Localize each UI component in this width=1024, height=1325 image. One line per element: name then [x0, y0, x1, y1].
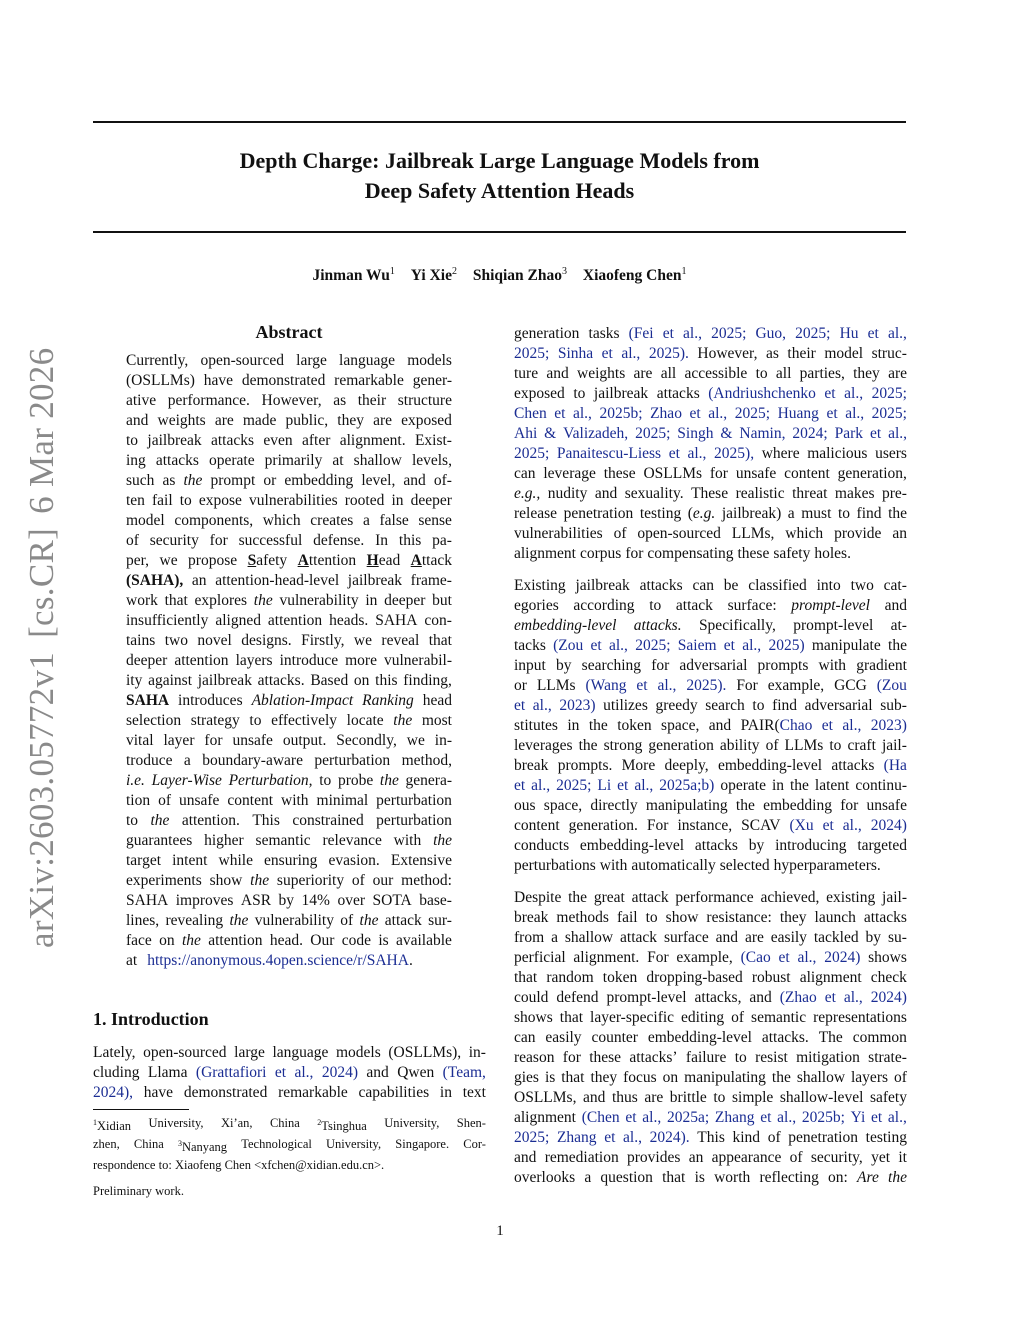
- text-line: ative performance. However, as their structure: [126, 392, 452, 409]
- code-link[interactable]: https://anonymous.4open.science/r/SAHA: [147, 952, 409, 969]
- text-line: e.g., nudity and sexuality. These realistic threat makes pre-: [514, 485, 907, 502]
- abstract-heading: Abstract: [255, 322, 323, 342]
- text-line: vital layer for unsafe output. Secondly, we in-: [126, 732, 452, 749]
- arxiv-id: arXiv:2603.05772v1: [22, 651, 61, 948]
- text-line: and weights are made public, they are exposed: [126, 412, 452, 429]
- text-line: troduce a boundary-aware perturbation method,: [126, 752, 452, 769]
- text-line: experiments show the superiority of our method:: [126, 872, 452, 889]
- text-line: break methods fail to show resistance: they launch attacks: [514, 909, 907, 926]
- text-line: stitutes in the token space, and PAIR(Chao et al., 2023): [514, 717, 907, 734]
- introduction-body: [93, 1043, 486, 1103]
- text-line: vulnerabilities of open-sourced LLMs, which provide an: [514, 525, 907, 542]
- text-line: ture and weights are all accessible to all parties, they are: [514, 365, 907, 382]
- text-line: alignment corpus for compensating these safety holes.: [514, 545, 851, 562]
- text-line: insufficiently aligned attention heads. SAHA con-: [126, 612, 452, 629]
- text-line: overlooks a question that is worth reflecting on: Are the: [514, 1169, 907, 1186]
- text-line: perturbations with automatically selected hyperparameters.: [514, 857, 881, 874]
- text-line: Existing jailbreak attacks can be classified into two cat-: [514, 577, 907, 594]
- text-line: could defend prompt-level attacks, and (Zhao et al., 2024): [514, 989, 907, 1006]
- arxiv-category: [cs.CR]: [22, 527, 61, 638]
- preliminary-note: Preliminary work.: [93, 1184, 184, 1198]
- right-column-body: [514, 324, 907, 1200]
- text-line: to jailbreak attacks even after alignment. Exist-: [126, 432, 452, 449]
- paragraph-para2: [514, 576, 907, 876]
- section-heading-introduction: 1. Introduction: [93, 1009, 209, 1029]
- text-line: guarantees higher semantic relevance with the: [126, 832, 452, 849]
- text-line: Lately, open-sourced large language models (OSLLMs), in-: [93, 1044, 486, 1061]
- text-line: Ahi & Valizadeh, 2025; Singh & Namin, 2024; Park et al.,: [514, 425, 907, 442]
- text-line: work that explores the vulnerability in deeper but: [126, 592, 452, 609]
- text-line: ous space, directly manipulating the embedding for unsafe: [514, 797, 907, 814]
- text-line: content generation. For instance, SCAV (Xu et al., 2024): [514, 817, 907, 834]
- text-line: release penetration testing (e.g. jailbreak) a must to find the: [514, 505, 907, 522]
- text-line: such as the prompt or embedding level, and of-: [126, 472, 452, 489]
- text-line: ity against jailbreak attacks. Based on this finding,: [126, 672, 452, 689]
- author-list: [93, 266, 906, 285]
- text-line: can leverage these OSLLMs for unsafe content generation,: [514, 465, 907, 482]
- text-line: 2025; Panaitescu-Liess et al., 2025), where malicious users: [514, 445, 907, 462]
- text-line: deeper attention layers introduce more vulnerabil-: [126, 652, 452, 669]
- page-number: 1: [496, 1223, 504, 1239]
- text-line: et al., 2023) utilizes greedy search to find adversarial sub-: [514, 697, 907, 714]
- text-line: per, we propose Safety Attention Head Attack: [126, 552, 452, 569]
- text-line: embedding-level attacks. Specifically, prompt-level at-: [514, 617, 907, 634]
- arxiv-date: 6 Mar 2026: [22, 347, 61, 514]
- affiliation-footnote: [93, 1114, 486, 1174]
- text-line: OSLLMs, and thus are brittle to simple shallow-level safety: [514, 1089, 907, 1106]
- title-bottom-rule: [93, 231, 906, 233]
- text-line: lines, revealing the vulnerability of the attack sur-: [126, 912, 452, 929]
- text-line: exposed to jailbreak attacks (Andriushchenko et al., 2025;: [514, 385, 907, 402]
- text-line: input by searching for adversarial prompts with gradient: [514, 657, 907, 674]
- text-line: tacks (Zou et al., 2025; Saiem et al., 2025) manipulate the: [514, 637, 907, 654]
- text-line: at https://anonymous.4open.science/r/SAHA .: [126, 952, 413, 969]
- paragraph-para3: [514, 888, 907, 1188]
- author: Yi Xie$^2$: [410, 266, 457, 285]
- text-line: generation tasks (Fei et al., 2025; Guo, 2025; Hu et al.,: [514, 325, 907, 342]
- text-line: (SAHA), an attention-head-level jailbreak frame-: [126, 572, 452, 589]
- text-line: (OSLLMs) have demonstrated remarkable gener-: [126, 372, 452, 389]
- text-line: of security for successful defense. In this pa-: [126, 532, 452, 549]
- text-line: reason for these attacks’ failure to resist mitigation strate-: [514, 1049, 907, 1066]
- text-line: cluding Llama (Grattafiori et al., 2024) and Qwen (Team,: [93, 1064, 486, 1081]
- text-line: break prompts. More deeply, embedding-level attacks (Ha: [514, 757, 907, 774]
- text-line: i.e. Layer-Wise Perturbation, to probe the genera-: [126, 772, 452, 789]
- text-line: leverages the strong generation ability of LLMs to craft jail-: [514, 737, 907, 754]
- footnote-line: zhen, China $^3$Nanyang Technological University, Singapore. Cor-: [93, 1137, 486, 1155]
- text-line: or LLMs (Wang et al., 2025). For example, GCG (Zou: [514, 677, 907, 694]
- paper-title: [93, 146, 906, 206]
- text-line: to the attention. This constrained perturbation: [126, 812, 452, 829]
- arxiv-stamp: [22, 334, 62, 948]
- abstract-body: [126, 351, 452, 971]
- title-line-2: Deep Safety Attention Heads: [364, 178, 635, 203]
- text-line: alignment (Chen et al., 2025a; Zhang et al., 2025b; Yi et al.,: [514, 1109, 907, 1126]
- text-line: target intent while ensuring evasion. Extensive: [126, 852, 452, 869]
- text-line: ten fail to expose vulnerabilities rooted in deeper: [126, 492, 452, 509]
- text-line: face on the attention head. Our code is available: [126, 932, 452, 949]
- text-line: that random token dropping-based robust alignment check: [514, 969, 907, 986]
- text-line: Currently, open-sourced large language models: [126, 352, 452, 369]
- author: Jinman Wu$^1$: [312, 266, 395, 285]
- paragraph-para1: [514, 324, 907, 564]
- text-line: Chen et al., 2025b; Zhao et al., 2025; Huang et al., 2025;: [514, 405, 907, 422]
- text-line: perficial alignment. For example, (Cao et al., 2024) shows: [514, 949, 907, 966]
- text-line: selection strategy to effectively locate the most: [126, 712, 452, 729]
- text-line: ing attacks operate primarily at shallow levels,: [126, 452, 452, 469]
- text-line: Despite the great attack performance achieved, existing jail-: [514, 889, 907, 906]
- text-line: et al., 2025; Li et al., 2025a;b) operate in the latent continu-: [514, 777, 907, 794]
- author: Xiaofeng Chen$^1$: [582, 266, 687, 285]
- text-line: SAHA improves ASR by 14% over SOTA base-: [126, 892, 452, 909]
- author: Shiqian Zhao$^3$: [472, 266, 568, 285]
- footnote-line: $^1$Xidian University, Xi’an, China $^2$Tsinghua University, Shen-: [93, 1116, 486, 1134]
- text-line: tains two novel designs. Firstly, we reveal that: [126, 632, 452, 649]
- text-line: egories according to attack surface: prompt-level and: [514, 597, 907, 614]
- footnote-line: respondence to: Xiaofeng Chen <xfchen@xidian.edu.cn>.: [93, 1158, 385, 1173]
- title-line-1: Depth Charge: Jailbreak Large Language Models from: [239, 148, 760, 173]
- top-rule: [93, 121, 906, 123]
- text-line: 2024), have demonstrated remarkable capabilities in text: [93, 1084, 486, 1101]
- text-line: conducts embedding-level attacks by introducing targeted: [514, 837, 907, 854]
- text-line: model components, which creates a false sense: [126, 512, 452, 529]
- text-line: 2025; Zhang et al., 2024). This kind of penetration testing: [514, 1129, 907, 1146]
- text-line: SAHA introduces Ablation-Impact Ranking head: [126, 692, 452, 709]
- footnote-rule: [93, 1109, 189, 1110]
- text-line: 2025; Sinha et al., 2025). However, as their model struc-: [514, 345, 907, 362]
- text-line: tion of unsafe content with minimal perturbation: [126, 792, 452, 809]
- text-line: from a shallow attack surface and are easily tackled by su-: [514, 929, 907, 946]
- text-line: can easily counter embedding-level attacks. The common: [514, 1029, 907, 1046]
- text-line: shows that layer-specific editing of semantic representations: [514, 1009, 907, 1026]
- text-line: gies is that they focus on manipulating the shallow layers of: [514, 1069, 907, 1086]
- text-line: and remediation provides an appearance of security, yet it: [514, 1149, 907, 1166]
